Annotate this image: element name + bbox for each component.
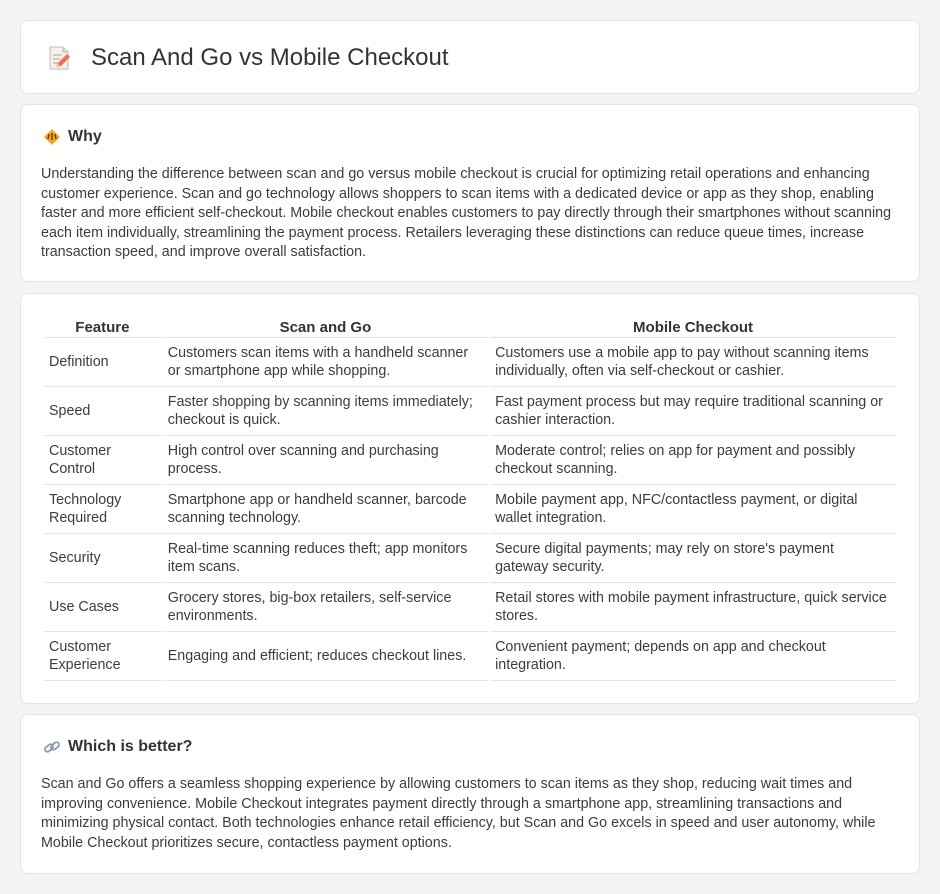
scan-and-go-cell: Grocery stores, big-box retailers, self-service environments. <box>163 583 488 632</box>
mobile-checkout-cell: Retail stores with mobile payment infrastructure, quick service stores. <box>490 583 896 632</box>
scan-and-go-cell: High control over scanning and purchasing process. <box>163 436 488 485</box>
table-row <box>44 436 896 485</box>
feature-cell: Speed <box>44 387 161 436</box>
mobile-checkout-cell: Mobile payment app, NFC/contactless payment, or digital wallet integration. <box>490 485 896 534</box>
table-row <box>44 338 896 387</box>
comparison-table <box>42 316 898 681</box>
mobile-checkout-cell: Fast payment process but may require traditional scanning or cashier interaction. <box>490 387 896 436</box>
link-icon <box>43 738 61 756</box>
feature-cell: Use Cases <box>44 583 161 632</box>
feature-cell: Security <box>44 534 161 583</box>
header-scan-and-go: Scan and Go <box>163 316 488 338</box>
comparison-table-card <box>20 293 920 704</box>
why-paragraph: Understanding the difference between scan and go versus mobile checkout is crucial for optimizing retail operations and enhancing customer experience. Scan and go technology allows shoppers to scan items with a dedicated device or app as they shop, enabling faster and more efficient self-checkout. Mobile checkout enables customers to pay directly through their smartphones without scanning each item individually, streamlining the payment process. Retailers leveraging these distinctions can reduce queue times, increase transaction speed, and improve overall satisfaction. <box>41 166 892 261</box>
scan-and-go-cell: Real-time scanning reduces theft; app monitors item scans. <box>163 534 488 583</box>
feature-cell: Customer Experience <box>44 632 161 681</box>
mobile-checkout-cell: Moderate control; relies on app for payment and possibly checkout scanning. <box>490 436 896 485</box>
feature-cell: Customer Control <box>44 436 161 485</box>
table-row <box>44 485 896 534</box>
why-section <box>20 104 920 282</box>
why-title: Why <box>68 128 102 145</box>
which-is-better-section <box>20 714 920 874</box>
table-row <box>44 534 896 583</box>
table-header-row <box>44 316 896 338</box>
feature-cell: Definition <box>44 338 161 387</box>
feature-cell: Technology Required <box>44 485 161 534</box>
table-row <box>44 387 896 436</box>
memo-icon <box>47 45 71 71</box>
table-row <box>44 583 896 632</box>
scan-and-go-cell: Faster shopping by scanning items immediately; checkout is quick. <box>163 387 488 436</box>
diamond-warning-icon <box>43 128 61 146</box>
mobile-checkout-cell: Customers use a mobile app to pay without scanning items individually, often via self-checkout or cashier. <box>490 338 896 387</box>
which-is-better-paragraph: Scan and Go offers a seamless shopping experience by allowing customers to scan items as they shop, reducing wait times and improving convenience. Mobile Checkout integrates payment directly through a smartphone app, streamlining transactions and minimizing physical contact. Both technologies enhance retail efficiency, but Scan and Go excels in speed and user autonomy, while Mobile Checkout prioritizes secure, contactless payment options. <box>41 776 876 851</box>
mobile-checkout-cell: Secure digital payments; may rely on store's payment gateway security. <box>490 534 896 583</box>
which-is-better-title: Which is better? <box>68 738 193 755</box>
table-row <box>44 632 896 681</box>
header-mobile-checkout: Mobile Checkout <box>490 316 896 338</box>
scan-and-go-cell: Customers scan items with a handheld scanner or smartphone app while shopping. <box>163 338 488 387</box>
header-feature: Feature <box>44 316 161 338</box>
scan-and-go-cell: Smartphone app or handheld scanner, barcode scanning technology. <box>163 485 488 534</box>
mobile-checkout-cell: Convenient payment; depends on app and checkout integration. <box>490 632 896 681</box>
page-title: Scan And Go vs Mobile Checkout <box>91 44 449 71</box>
title-card <box>20 20 920 94</box>
scan-and-go-cell: Engaging and efficient; reduces checkout lines. <box>163 632 488 681</box>
